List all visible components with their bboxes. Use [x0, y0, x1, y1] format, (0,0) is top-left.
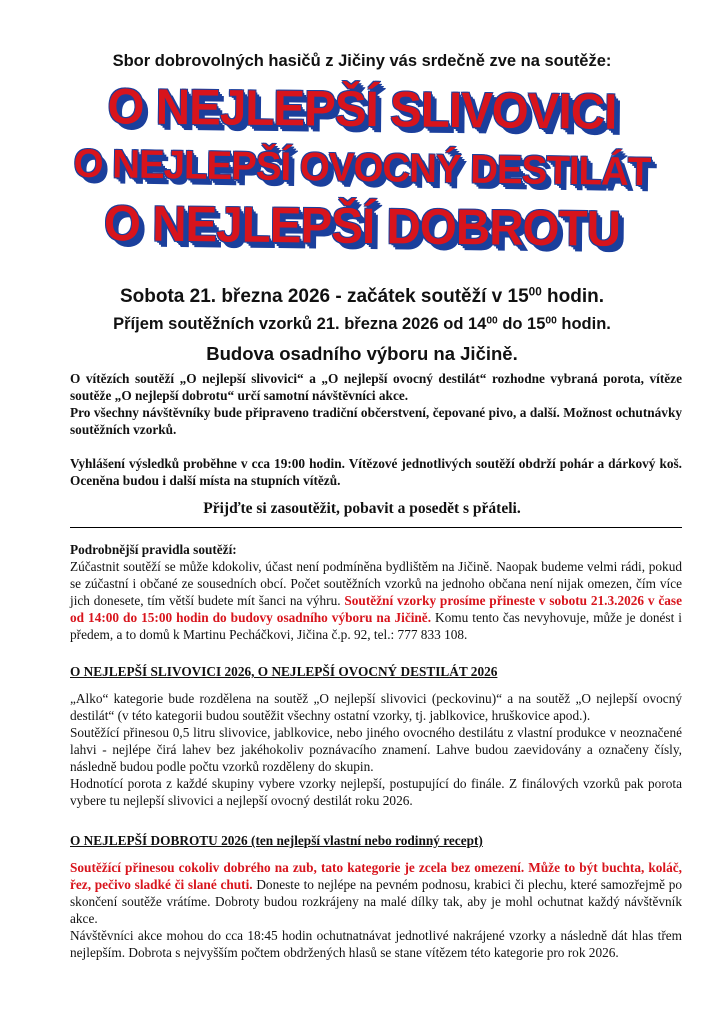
rules-section: [70, 541, 682, 643]
rules-text: Zúčastnit soutěží se může kdokoliv, účast není podmíněna bydlištěm na Jičině. Naopak budeme velmi rádi, pokud se zúčastní i občané ze sousedních obcí. Počet soutěžních vzorků na jednoho občana není nijak omezen, čím více jich donesete, tím větší budete mít šanci na výhru. Soutěžní vzorky prosíme přineste v sobotu 21.3.2026 v čase od 14:00 do 15:00 hodin do budovy osadního výboru na Jičině. Komu tento čas nevyhovuje, může je donést i předem, a to domů k Martinu Pecháčkovi, Jičina č.p. 92, tel.: 777 833 108.: [70, 559, 682, 642]
event-date: Sobota 21. března 2026 - začátek soutěží v $15^{00}$ hodin.: [119, 285, 605, 307]
jury-info: O vítězích soutěží „O nejlepší slivovici“ a „O nejlepší ovocný destilát“ rozhodne vybraná porota, vítěze soutěže „O nejlepší dobrotu“ určí samotní návštěvníci akce.: [70, 371, 682, 403]
results-info: Vyhlášení výsledků proběhne v cca 19:00 hodin. Vítězové jednotlivých soutěží obdrží pohár a dárkový koš. Oceněna budou i další místa na stupních vítězů.: [70, 456, 682, 488]
invitation-line: Sbor dobrovolných hasičů z Jičiny vás srdečně zve na soutěže:: [112, 52, 612, 70]
section-slivovice: „Alko“ kategorie bude rozdělena na soutěž „O nejlepší slivovici (peckovinu)“ a na soutěž „O nejlepší ovocný destilát“ (v této kategorii budou soutěžit všechny ostatní vzorky, tj. jablkovice, hruškovice apod.). Soutěžící přinesou 0,5 litru slivovice, jablkovice, nebo jiného ovocného destilátu z vlastní produkce v neoznačené lahvi - nejlépe čirá lahev bez jakéhokoliv poznávacího znamení. Lahve budou zaevidovány a označeny čísly, následně budou podle počtu vzorků rozděleny do skupin. Hodnotící porota z každé skupiny vybere vzorky nejlepší, postupující do finále. Z finálových vzorků pak porota vybere tu nejlepší slivovici a nejlepší ovocný destilát roku 2026.: [70, 691, 682, 808]
venue: Budova osadního výboru na Jičině.: [206, 343, 518, 364]
title-dobrota: O NEJLEPŠÍ DOBROTU: [103, 195, 621, 257]
sample-intake-time: Příjem soutěžních vzorků 21. března 2026 od $14^{00}$ do $15^{00}$ hodin.: [113, 315, 611, 333]
info-paragraphs: [70, 370, 682, 438]
rules-heading: Podrobnější pravidla soutěží:: [70, 542, 237, 557]
refreshments-info: Pro všechny návštěvníky bude připraveno tradiční občerstvení, čepované pivo, a další. Možnost ochutnávky soutěžních vzorků.: [70, 405, 682, 437]
section-dobrota: Soutěžící přinesou cokoliv dobrého na zub, tato kategorie je zcela bez omezení. Může to být buchta, koláč, řez, pečivo sladké či slané chuti. Doneste to nejlépe na pevném podnosu, krabici či plechu, které samozřejmě po skončení soutěže vrátíme. Dobroty budou rozkrájeny na malé dílky tak, aby je mohl ochutnat každý návštěvník akce. Návštěvníci akce mohou do cca 18:45 hodin ochutnatnávat jednotlivé nakrájené vzorky a následně dát hlas třem nejlepším. Dobrota s nejvyšším počtem obdržených hlasů se stane vítězem této kategorie pro rok 2026.: [70, 860, 682, 960]
join-us-line: Přijďte si zasoutěžit, pobavit a posedět s přáteli.: [203, 500, 521, 517]
dobrota-highlight: Soutěžící přinesou cokoliv dobrého na zub, tato kategorie je zcela bez omezení. Může to být buchta, koláč, řez, pečivo sladké či slané chuti.: [70, 860, 682, 892]
title-slivovice: O NEJLEPŠÍ SLIVOVICI: [107, 78, 617, 140]
rules-highlight: Soutěžní vzorky prosíme přineste v sobotu 21.3.2026 v čase od 14:00 do 15:00 hodin do budovy osadního výboru na Jičině.: [70, 593, 682, 625]
section-slivovice-heading: O NEJLEPŠÍ SLIVOVICI 2026, O NEJLEPŠÍ OVOCNÝ DESTILÁT 2026: [70, 664, 498, 679]
divider: [70, 527, 682, 528]
section-dobrota-heading: O NEJLEPŠÍ DOBROTU 2026 (ten nejlepší vlastní nebo rodinný recept): [70, 833, 483, 848]
title-destilat: O NEJLEPŠÍ OVOCNÝ DESTILÁT: [73, 141, 651, 195]
